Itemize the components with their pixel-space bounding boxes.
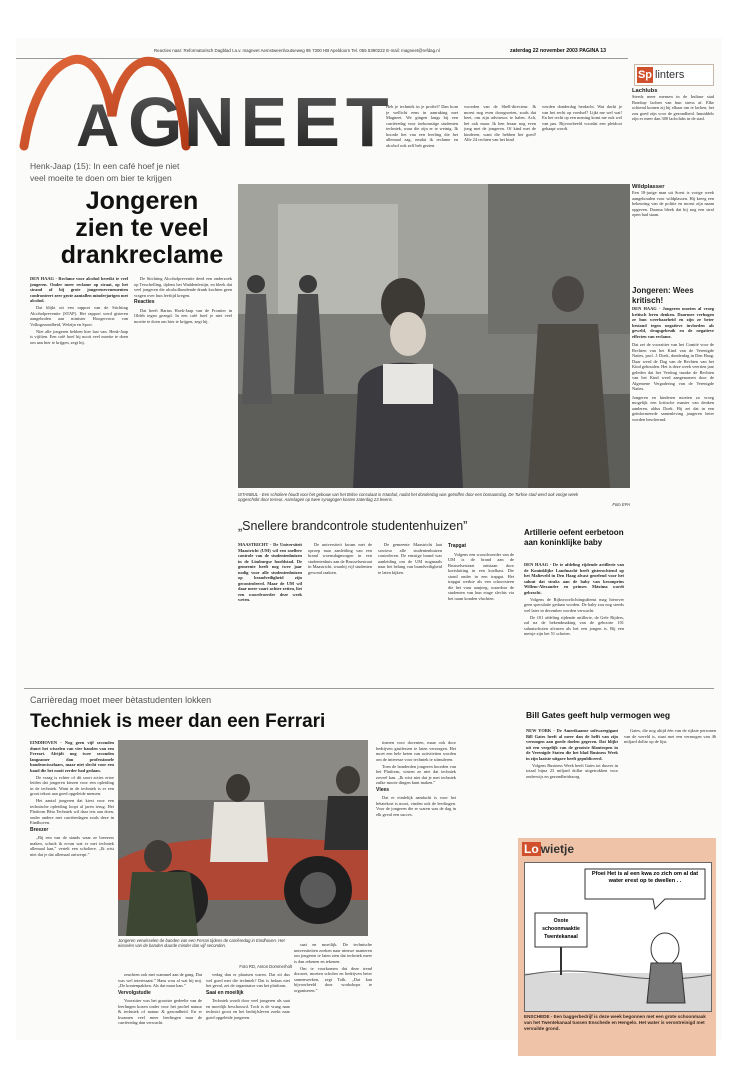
- ferrari-headline: Techniek is meer dan een Ferrari: [30, 711, 326, 732]
- splinters-logo-sp: Sp: [637, 69, 653, 81]
- student-body-1: De universiteit kwam met de oproep naar aanleiding van een brand woensdagmorgen in een studentenhuis aan de Brusselsestraat in Maastricht, waarbij vijf studenten gewond raakten.: [308, 542, 372, 575]
- sign-line-3: Twentekanaal: [544, 934, 578, 940]
- istanbul-photo-image: [238, 184, 630, 488]
- ferrari-col-5: [376, 740, 456, 1072]
- ferrari-photo: [118, 740, 368, 936]
- subhead-reacties: Reacties: [134, 299, 155, 305]
- page-number: PAGINA 13: [579, 48, 607, 54]
- headline-line-2: zien te veel: [75, 214, 209, 242]
- ferrari-body-2: Het aantal jongeren dat kiest voor een technische opleiding loopt al jaren terug. Het Platform Bèta Techniek wil daar iets aan doen, onder andere met carrièredagen zoals deze in Eindhoven.: [30, 798, 114, 825]
- sidebar-text-kritisch-lead: DEN HAAG - Jongeren moeten al vroeg kritisch leren denken. Daarmee verhogen ze hun weerbaarheid en zijn ze beter bestand tegen negatieve invloeden als geweld, drugsgebruik en de negatieve effecten van reclame.: [632, 306, 714, 339]
- ferrari-body-1: De vraag is echter of dit soort acties ertoe leiden dat jongeren kiezen voor een opleiding in de techniek. Want in de techniek is er een groot tekort aan goed opgeleide mensen.: [30, 774, 114, 796]
- gates-col-1: [526, 728, 618, 828]
- sign-line-1: Oxote: [553, 918, 569, 924]
- top-article-body-4: Dat heeft Bartus Hoek-Jaap van de Frontier in Oldeb tegen gezegd. In een café hoef je niet veel moeite te doen om bier te krijgen, zegt hij.: [134, 307, 232, 324]
- gates-body-1: Volgens Business Week heeft Gates tot dusver in totaal bijna 23 miljard dollar uitgetrokken voor onderwijs en gezondheidszorg.: [526, 762, 618, 779]
- ferrari-col5-b: Toen de honderden jongeren hoorden van het Platform, wisten ze niet dat techniek zoveel kan. „Ik wist niet dat je met techniek zulke mooie dingen kunt maken.”: [376, 763, 456, 785]
- sidebar-text-kritisch-2: Jongeren en kinderen moeten zo vroeg mogelijk een kritische manier van denken aanleren, aldus Doek. Hij zei dat in een geïnformeerde samenleving jongeren beter worden beschermd.: [632, 394, 714, 422]
- subhead-trapgat: Trapgat: [448, 543, 467, 549]
- ferrari-col5-a: tineren voor docenten, maar ook door bedrijven gastlessen te laten verzorgen. Het moet een hele keten van activiteiten worden om de interesse voor techniek te stimuleren.: [376, 740, 456, 762]
- splinters-logo-rest: linters: [655, 69, 685, 81]
- student-col-4: [448, 542, 514, 654]
- sidebar-text-wildplasser: Een 18-jarige man uit Soest is vorige week aangehouden voor wildplassen. Hij kreeg een bekeuring van de politie en moest zijn naam opgeven. Daarna bleek dat hij nog een straf open had staan.: [632, 190, 714, 217]
- lowietje-logo: [522, 842, 574, 856]
- student-col-2: [308, 542, 372, 654]
- artillerie-body-2: De 101 afdeling rijdende artillerie, de Gele Rijders, zal na de bekendmaking van de geboorte 101 saluutschoten afvuren als het een jongen is. Bij een meisje zijn het 51 schoten.: [524, 614, 624, 636]
- ferrari-kicker: Carrièredag moet meer bètastudenten lokken: [30, 695, 212, 705]
- top-headline: [30, 188, 254, 269]
- subhead-breezer: Breezer: [30, 826, 49, 833]
- artillerie-body-1: Volgens de Rijksvoorlichtingsdienst mag hierover geen speculatie gedaan worden. De baby zou nog steeds wel later in december worden verwacht.: [524, 596, 624, 613]
- ferrari-credit: Foto RD, Anton Dommerholt: [239, 964, 292, 969]
- svg-text:G: G: [128, 83, 189, 158]
- column-intro-2: woorden van de Shell-directeur. Ik moest nog even doorgroeien, zoals dat heet, om zijn adviseurs te halen. Ach, het ook maar. Ik ben leraar nog even jong met de jongeren. Of kind met de kinderen, want die hebben het goed! Alle 24 rechten van het kind: [464, 104, 536, 142]
- top-article-body-2: Niet alle jongeren hebben hier last van. Henk-Jaap is vijftien. Een café hoef hij nooit veel moeite te doen om aan bier te krijgen, zegt hij.: [30, 328, 128, 345]
- artillerie-lead: DEN HAAG - De te afdeling rijdende artillerie van de Koninklijke Landmacht heeft gisterochtend op het Malieveld in Den Haag alvast geoefend voor het saluut dat straks aan de baby van kroonprins Willem-Alexander en prinses Máxima wordt gebracht.: [524, 562, 624, 595]
- ferrari-col3-b: Techniek wordt door veel jongeren als saai en moeilijk beschouwd. Toch is de vraag naar technici groot en het bedrijfsleven zoekt naar goed opgeleide jongeren.: [206, 998, 290, 1020]
- svg-text:A: A: [76, 92, 124, 158]
- lowietje-box: [518, 838, 716, 1056]
- gates-col-2: [624, 728, 716, 828]
- headline-line-3: drankreclame: [60, 241, 224, 269]
- column-intro-1: Heb je techniek in je profiel? Dan kom je wellicht eens in aanraking met Magneet. We gingen langs bij een carrièredag voor toekomstige studenten techniek, waar die zijn er te weinig. Ik hoorde het van een leerling die het allemaal zag, omdat ik reclame en alcohol ook zelf heb gezien.: [386, 104, 458, 148]
- subhead-vlees: Vlees: [376, 786, 390, 793]
- masthead-title: MAGNEET: [16, 46, 21, 47]
- lowietje-caption: ENSCHEDE - Een baggerbedrijf is deze week begonnen met een grote schoonmaak van het Twentekanaal tussen Enschede en Hengelo. Het water is verontreinigd met vervuilde grond.: [524, 1014, 706, 1031]
- sidebar-heading-wildplasser: Wildplasser: [632, 184, 665, 190]
- splinters-logo: [634, 64, 714, 86]
- ferrari-photo-image: [118, 740, 368, 936]
- ferrari-col4-b: Om te voorkomen dat deze trend doorzet, moeten scholen en bedrijven beter samenwerken, zegt Tolk. „Dat kan bijvoorbeeld door workshops te organiseren.”: [294, 965, 372, 993]
- column-intro-3: werden donderdag herdacht. Wat dacht je van het recht op voedsel? Lijkt me wel wat! En het recht op een mening komt me ook wel van pas. Bijvoorbeeld voordat een pleidooi gekaapt wordt.: [542, 104, 622, 131]
- student-col-3: [378, 542, 442, 654]
- subhead-saai: Saai en moeilijk: [206, 989, 244, 996]
- student-body-3: Volgens een woordvoerder van de UM is de brand aan de Brusselsestraat ontstaan door kortsluiting in een koelkast. Die stond onder in een trapgat. Het trapgat werkte als een schoorsteen die het vuur aanjoeg, waardoor de studenten van hun etage slechts via het raam konden vluchten.: [448, 551, 514, 601]
- gates-body-2: Gates, die nog altijd één van de rijkste personen van de wereld is, staat met een vermogen van 46 miljard dollar op de lijst.: [624, 728, 716, 744]
- date: zaterdag 22 november 2003: [510, 48, 578, 54]
- top-article-body-1: Dat blijkt uit een rapport van de Stichting Alcoholpreventie (STAP). Het rapport werd gisteren aangeboden aan minister Hoogervorst van Volksgezondheid, Welzijn en Sport.: [30, 305, 128, 327]
- sidebar-heading-lachlubs: Lachlubs: [632, 88, 658, 94]
- sidebar-heading-kritisch: Jongeren: Wees kritisch!: [632, 286, 694, 305]
- top-kicker: [30, 160, 254, 184]
- istanbul-credit: Foto EPA: [612, 502, 630, 507]
- cartoon-panel: [524, 862, 712, 1012]
- student-col-1: [238, 542, 302, 654]
- ferrari-col3-a: vedag dan er plaatsen waren. Dat zit dus wel goed met die techniek? Dat is helaas niet het geval, zei de organisator van het platform.: [206, 972, 290, 988]
- ferrari-body-3: „Bij een van de stands waar ze breezers maken, schrok ik ervan wat er met techniek allemaal kan,” vertelt een scholiere. „Ik wist niet dat je dat allemaal ontwerpt.”: [30, 835, 114, 857]
- contact-line: Reacties naar: Reformatorisch Dagblad t.a.v. magneet Aemstweenhoutseweg 95 7300 HB Apeldoorn Tel. 055 5390222 E-mail: magneet@refdag.nl: [154, 48, 440, 53]
- top-article-col-1: [30, 276, 128, 494]
- kicker-line-1: Henk-Jaap (15): In een café hoef je niet: [30, 161, 180, 171]
- ferrari-col4-a: saai en moeilijk. De technische universiteiten zoeken naar nieuwe manieren om jongeren te laten zien dat techniek meer is dan rekenen en tekenen.: [294, 942, 372, 964]
- ferrari-col-1: [30, 740, 114, 1072]
- lowietje-logo-lo: Lo: [524, 842, 539, 856]
- student-headline: „Snellere brandcontrole studentenhuizen”: [238, 519, 468, 533]
- ferrari-col2-a: zeuchten ook met wammel aan de gang. Dat was wel interessant.” Hans wou al wat bij mij. „De kontenpakken. Als dat maar kan.”: [118, 972, 202, 988]
- headline-line-1: Jongeren: [85, 187, 199, 215]
- ferrari-col5-c: Dat er eindelijk aandacht is voor het bètatekort is mooi, vinden ook de leerlingen. Voor de jongeren die er waren was de dag in elk geval een succes.: [376, 795, 456, 817]
- istanbul-caption: ISTANBUL - Een scholiere houdt voor het gebouw van het Britse consulaat in Istanbul, nadat het donderdag was getroffen door een bomaanslag. De Turkse stad werd ook vorige week opgeschrikt door terreur. Aanslagen op twee synagogen kosten zaterdag 23 levens.: [238, 492, 579, 503]
- ferrari-col-2: [118, 972, 202, 1072]
- student-lead: MAASTRICHT - De Universiteit Maastricht (UM) wil een snellere controle van de studentenhuizen in de Limburgse hoofdstad. De gemeente heeft nog twee jaar nodig voor alle studentenhuizen op brandveiligheid zijn gecontroleerd. Maar de UM wil daar meer vaart achter zetten, liet een woordvoerder deze week weten.: [238, 542, 302, 602]
- student-body-2: De gemeente Maastricht laat sowieso alle studentenhuizen controleren. De ernstige brand was aanleiding om de UM nogmaals naar het belang van brandveiligheid te laten kijken.: [378, 542, 442, 575]
- subhead-vervolgstudie: Vervolgstudie: [118, 989, 151, 996]
- ferrari-col-3: [206, 972, 290, 1072]
- dateline: [510, 48, 630, 54]
- lowietje-logo-rest: wietje: [540, 842, 575, 856]
- kicker-line-2: veel moeite te doen om bier te krijgen: [30, 173, 172, 183]
- section-divider: [24, 688, 714, 689]
- sign-line-2: schoonmaaktie: [542, 926, 580, 932]
- ferrari-col-4: [294, 942, 372, 1072]
- ferrari-caption: Jongeren verwisselen de banden van een Ferrari tijdens de carrièredag in Eindhoven. Het wisselen van de banden duurde minder dan vijf seconden.: [118, 938, 285, 949]
- gates-lead: NEW YORK - De Amerikaanse softwaregigant Bill Gates heeft al meer dan de helft van zijn vermogen aan goede doelen gegeven. Dat blijkt uit een vergelijk van de grootste filantropen in de Verenigde Staten die het blad Business Week in zijn laatste uitgave heeft gepubliceerd.: [526, 728, 618, 761]
- cartoon-speech: Pfoei Het is al een kwa zo zich om al dat water erest op te dwellen . .: [591, 871, 699, 884]
- top-article-lead: DEN HAAG - Reclame voor alcohol bereikt te veel jongeren. Onder meer reclame op straat, op het strand of bij grote jongerenevenementen confronteert zeer grote aantallen minderjarigen met alcohol.: [30, 276, 128, 303]
- gates-headline: Bill Gates geeft hulp vermogen weg: [526, 710, 671, 720]
- svg-text:NEET: NEET: [184, 83, 395, 158]
- ferrari-lead: EINDHOVEN - Nog geen vijf seconden duurt het wisselen van vier banden van een Ferrari. Afrijdt nog twee seconden langzamer dan professionele bandenwisselaars, maar niet slecht voor een band die het nooit eerder had gedaan.: [30, 740, 114, 773]
- newspaper-page: [16, 38, 722, 1040]
- ferrari-col2-b: Voorzitter was het grootste gedeelte van de leerlingen kozen onder voor het profiel natuur & techniek of natuur & gezondheid. En er kwamen veel meer leerlingen naar de carrièredag dan verwacht.: [118, 998, 202, 1025]
- cartoon-sign: [537, 917, 585, 941]
- artillerie-headline: Artillerie oefent eerbetoon aan koninklijke baby: [524, 528, 624, 547]
- top-article-body-3: De Stichting Alcoholpreventie deed een onderzoek op Terschelling, tijdens het Waddenfestijn, en bleek dat veel jongeren die alcoholhoudende drank kochten geen vragen over hun leeftijd kregen.: [134, 276, 232, 298]
- sidebar-text-lachlubs: Steeds meer mensen in de Indiase stad Bombay lachen van hun stress af. Elke ochtend komen zij bij elkaar om te lachen, het zou goed zijn voor de gezondheid. Inmiddels zijn er meer dan 300 lachclubs in de stad.: [632, 94, 714, 121]
- artillerie-body: [524, 562, 624, 686]
- splinters-sidebar: [632, 88, 714, 686]
- istanbul-photo: [238, 184, 630, 488]
- sidebar-text-kritisch-1: Dat zei de voorzitter van het Comité voor de Rechten van het Kind van de Verenigde Naties, prof. J. Doek, donderdag in Den Haag. Daar werd de Dag van de Rechten van het Kind gehouden. Het is deze week veertien jaar geleden dat het Verdrag inzake de Rechten van het Kind werd aangenomen door de Algemene Vergadering van de Verenigde Naties.: [632, 342, 714, 391]
- top-article-col-2: [134, 276, 232, 494]
